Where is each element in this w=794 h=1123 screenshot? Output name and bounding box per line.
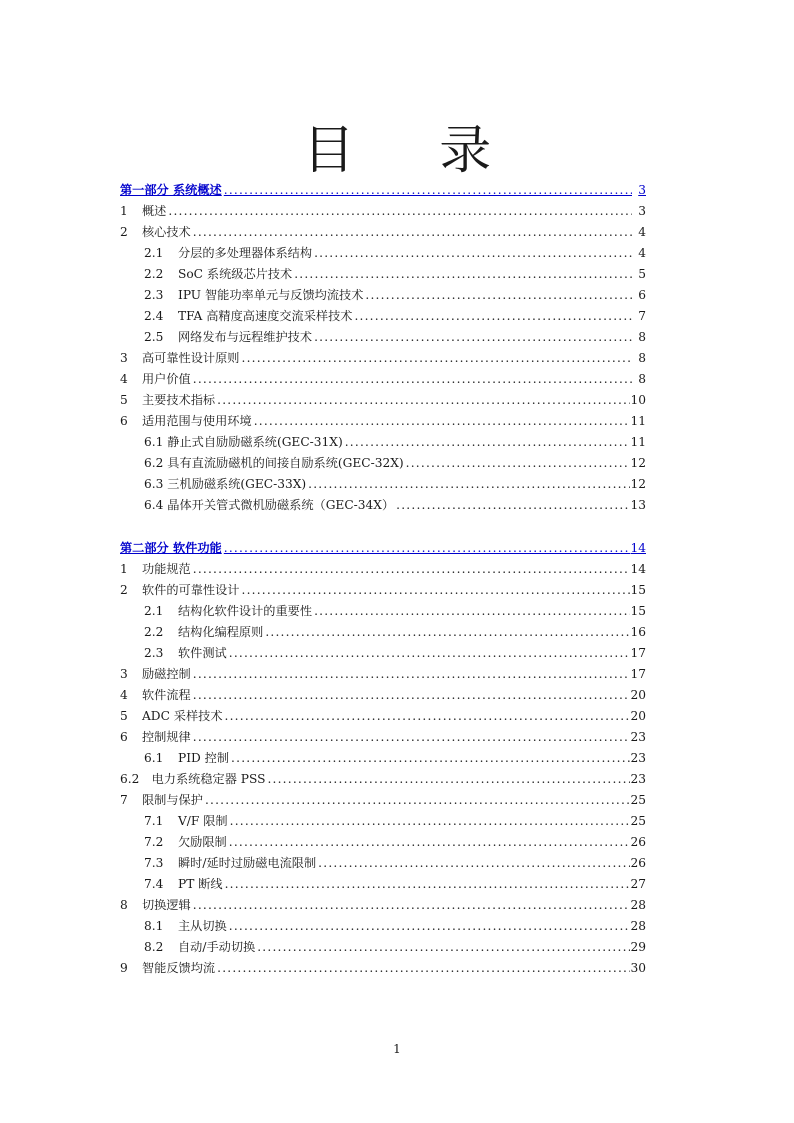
toc-entry-label: 切换逻辑 [142, 898, 191, 912]
toc-dot-leader [223, 706, 631, 727]
toc-entry[interactable] [120, 958, 646, 979]
toc-entry[interactable] [120, 474, 646, 495]
toc-dot-leader [229, 748, 630, 769]
toc-dot-leader [191, 369, 632, 390]
toc-entry-number: 4 [120, 372, 128, 386]
toc-entry-number: 2.1 [144, 604, 164, 618]
toc-page-number: 12 [630, 456, 646, 470]
toc-dot-leader [265, 769, 630, 790]
toc-dot-leader [263, 622, 630, 643]
toc-entry-label: 限制与保护 [142, 793, 203, 807]
toc-entry[interactable] [120, 601, 646, 622]
toc-entry-label: 概述 [142, 204, 167, 218]
table-of-contents [120, 180, 646, 979]
toc-entry-label: 高可靠性设计原则 [142, 351, 240, 365]
toc-entry-number: 7.2 [144, 835, 164, 849]
toc-entry-number: 6 [120, 414, 128, 428]
toc-dot-leader [203, 790, 631, 811]
toc-entry-label: 6.1 静止式自励励磁系统(GEC-31X) [144, 435, 343, 449]
toc-entry[interactable] [120, 643, 646, 664]
toc-page-number: 14 [630, 541, 646, 555]
toc-page-number: 11 [630, 414, 646, 428]
toc-entry-label: 第二部分 软件功能 [120, 541, 222, 555]
toc-page-number: 30 [630, 961, 646, 975]
toc-dot-leader [191, 664, 631, 685]
toc-dot-leader [404, 453, 631, 474]
toc-dot-leader [240, 348, 633, 369]
toc-entry-number: 7.1 [144, 814, 164, 828]
toc-entry-label: 第一部分 系统概述 [120, 183, 222, 197]
toc-entry[interactable] [120, 411, 646, 432]
toc-entry[interactable] [120, 727, 646, 748]
toc-page-number: 5 [638, 267, 646, 281]
toc-dot-leader [394, 495, 630, 516]
toc-entry[interactable] [120, 916, 646, 937]
toc-dot-leader [343, 432, 631, 453]
toc-page-number: 14 [630, 562, 646, 576]
toc-page-number: 12 [630, 477, 646, 491]
toc-entry-number: 7 [120, 793, 128, 807]
toc-page-number: 25 [630, 814, 646, 828]
toc-page-number: 15 [630, 583, 646, 597]
toc-entry-number: 3 [120, 351, 128, 365]
toc-entry-label: 结构化编程原则 [178, 625, 264, 639]
toc-page-number: 8 [638, 372, 646, 386]
toc-entry-label: 网络发布与远程维护技术 [178, 330, 313, 344]
toc-dot-leader [191, 559, 631, 580]
toc-entry-label: 瞬时/延时过励磁电流限制 [178, 856, 317, 870]
toc-page-number: 13 [630, 498, 646, 512]
toc-entry[interactable] [120, 559, 646, 580]
toc-dot-leader [227, 643, 631, 664]
toc-dot-leader [222, 538, 631, 559]
toc-entry[interactable] [120, 811, 646, 832]
toc-dot-leader [215, 390, 630, 411]
toc-entry-number: 6.1 [144, 751, 164, 765]
toc-entry-number: 2.4 [144, 309, 164, 323]
toc-page-number: 8 [638, 330, 646, 344]
toc-entry-label: 自动/手动切换 [178, 940, 256, 954]
toc-entry-number: 2.3 [144, 646, 164, 660]
toc-entry-number: 1 [120, 204, 128, 218]
toc-page-number: 27 [630, 877, 646, 891]
toc-dot-leader [240, 580, 631, 601]
toc-dot-leader [166, 201, 632, 222]
toc-dot-leader [312, 601, 630, 622]
toc-dot-leader [191, 727, 631, 748]
toc-entry-label: 励磁控制 [142, 667, 191, 681]
toc-entry-label: V/F 限制 [178, 814, 228, 828]
toc-entry-number: 2.5 [144, 330, 164, 344]
toc-page-number: 8 [638, 351, 646, 365]
toc-entry-number: 6 [120, 730, 128, 744]
toc-entry-number: 5 [120, 709, 128, 723]
toc-entry-number: 2.2 [144, 625, 164, 639]
toc-dot-leader [292, 264, 632, 285]
page-title: 目 录 [302, 121, 526, 181]
toc-entry[interactable] [120, 790, 646, 811]
toc-page-number: 4 [638, 246, 646, 260]
toc-dot-leader [312, 243, 632, 264]
toc-entry[interactable] [120, 580, 646, 601]
toc-page-number: 23 [630, 751, 646, 765]
toc-entry-label: 功能规范 [142, 562, 191, 576]
toc-entry-label: 结构化软件设计的重要性 [178, 604, 313, 618]
toc-entry-label: 适用范围与使用环境 [142, 414, 252, 428]
toc-entry[interactable] [120, 243, 646, 264]
toc-entry[interactable] [120, 874, 646, 895]
toc-entry-label: IPU 智能功率单元与反馈均流技术 [178, 288, 364, 302]
toc-dot-leader [222, 180, 632, 201]
toc-entry[interactable] [120, 222, 646, 243]
toc-entry-number: 5 [120, 393, 128, 407]
toc-entry[interactable] [120, 327, 646, 348]
toc-entry-number: 9 [120, 961, 128, 975]
toc-entry-number: 2.1 [144, 246, 164, 260]
toc-dot-leader [363, 285, 632, 306]
toc-page-number: 26 [630, 835, 646, 849]
toc-entry-label: 欠励限制 [178, 835, 227, 849]
page-number: 1 [393, 1042, 401, 1056]
toc-entry[interactable] [120, 453, 646, 474]
toc-dot-leader [306, 474, 630, 495]
toc-entry-label: PT 断线 [178, 877, 223, 891]
toc-dot-leader [223, 874, 631, 895]
toc-dot-leader [191, 895, 631, 916]
toc-page-number: 17 [630, 646, 646, 660]
toc-entry[interactable] [120, 432, 646, 453]
toc-dot-leader [228, 811, 631, 832]
toc-entry-number: 8.2 [144, 940, 164, 954]
toc-dot-leader [227, 832, 631, 853]
toc-entry[interactable] [120, 201, 646, 222]
toc-page-number: 10 [630, 393, 646, 407]
toc-entry[interactable] [120, 853, 646, 874]
toc-dot-leader [191, 685, 631, 706]
toc-page-number: 7 [638, 309, 646, 323]
toc-entry[interactable] [120, 832, 646, 853]
toc-entry-label: 软件的可靠性设计 [142, 583, 240, 597]
toc-page-number: 4 [638, 225, 646, 239]
toc-page-number: 23 [630, 730, 646, 744]
toc-dot-leader [312, 327, 632, 348]
toc-entry[interactable] [120, 769, 646, 790]
toc-page-number: 16 [630, 625, 646, 639]
toc-page-number: 3 [638, 183, 646, 197]
toc-entry-label: 控制规律 [142, 730, 191, 744]
toc-entry-label: PID 控制 [178, 751, 230, 765]
toc-page-number: 29 [630, 940, 646, 954]
toc-entry-label: 主要技术指标 [142, 393, 216, 407]
toc-entry[interactable] [120, 369, 646, 390]
toc-page-number: 28 [630, 919, 646, 933]
toc-entry-label: 用户价值 [142, 372, 191, 386]
toc-entry-label: 核心技术 [142, 225, 191, 239]
toc-entry-number: 4 [120, 688, 128, 702]
toc-entry-label: 6.4 晶体开关管式微机励磁系统（GEC-34X） [144, 498, 395, 512]
toc-entry-number: 8 [120, 898, 128, 912]
toc-page-number: 3 [638, 204, 646, 218]
toc-entry[interactable] [120, 306, 646, 327]
toc-entry-label: 分层的多处理器体系结构 [178, 246, 313, 260]
toc-entry[interactable] [120, 685, 646, 706]
toc-page-number: 6 [638, 288, 646, 302]
toc-page-number: 25 [630, 793, 646, 807]
toc-entry[interactable] [120, 348, 646, 369]
toc-entry-number: 2 [120, 583, 128, 597]
toc-entry-number: 2 [120, 225, 128, 239]
toc-entry-label: 6.2 电力系统稳定器 PSS [120, 772, 266, 786]
toc-part-heading[interactable] [120, 180, 646, 201]
toc-entry-label: 智能反馈均流 [142, 961, 216, 975]
toc-part-heading[interactable] [120, 538, 646, 559]
toc-entry-label: 主从切换 [178, 919, 227, 933]
toc-entry[interactable] [120, 706, 646, 727]
toc-entry[interactable] [120, 390, 646, 411]
toc-dot-leader [316, 853, 630, 874]
toc-entry[interactable] [120, 495, 646, 516]
toc-page-number: 26 [630, 856, 646, 870]
toc-entry-number: 1 [120, 562, 128, 576]
toc-entry-number: 2.3 [144, 288, 164, 302]
toc-section-gap [120, 516, 646, 538]
toc-entry[interactable] [120, 748, 646, 769]
toc-dot-leader [227, 916, 631, 937]
toc-entry[interactable] [120, 664, 646, 685]
toc-page-number: 28 [630, 898, 646, 912]
toc-page-number: 20 [630, 709, 646, 723]
toc-entry-number: 7.4 [144, 877, 164, 891]
toc-entry-label: 6.2 具有直流励磁机的间接自励系统(GEC-32X) [144, 456, 404, 470]
toc-entry[interactable] [120, 895, 646, 916]
toc-dot-leader [191, 222, 632, 243]
toc-page-number: 20 [630, 688, 646, 702]
toc-entry-label: TFA 高精度高速度交流采样技术 [178, 309, 353, 323]
toc-dot-leader [215, 958, 630, 979]
toc-page-number: 17 [630, 667, 646, 681]
toc-entry[interactable] [120, 937, 646, 958]
toc-entry-label: 软件测试 [178, 646, 227, 660]
toc-entry[interactable] [120, 264, 646, 285]
toc-entry-label: SoC 系统级芯片技术 [178, 267, 293, 281]
toc-entry-number: 2.2 [144, 267, 164, 281]
toc-entry-label: 软件流程 [142, 688, 191, 702]
toc-page-number: 15 [630, 604, 646, 618]
toc-entry-number: 8.1 [144, 919, 164, 933]
toc-entry-number: 7.3 [144, 856, 164, 870]
toc-dot-leader [252, 411, 631, 432]
toc-dot-leader [255, 937, 630, 958]
toc-dot-leader [352, 306, 632, 327]
toc-entry[interactable] [120, 285, 646, 306]
toc-entry[interactable] [120, 622, 646, 643]
toc-entry-number: 3 [120, 667, 128, 681]
toc-page-number: 23 [630, 772, 646, 786]
toc-entry-label: 6.3 三机励磁系统(GEC-33X) [144, 477, 307, 491]
toc-page-number: 11 [630, 435, 646, 449]
toc-entry-label: ADC 采样技术 [142, 709, 223, 723]
